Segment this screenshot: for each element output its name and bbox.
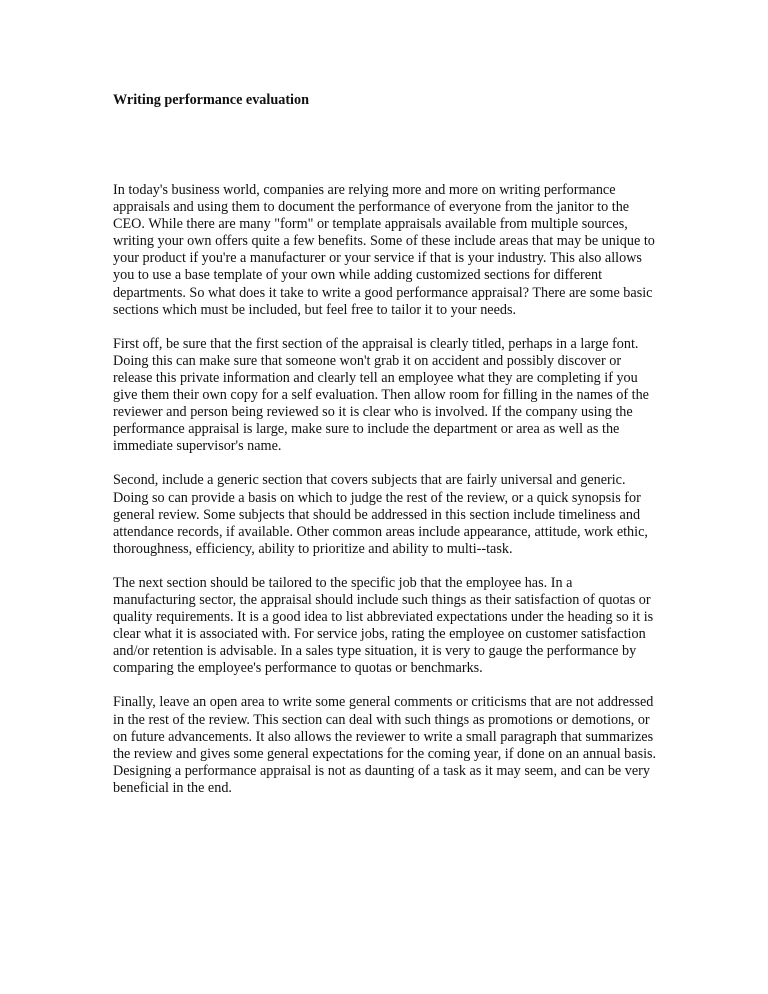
paragraph-intro: In today's business world, companies are relying more and more on writing performance appraisals and using them to document the performance of everyone from the janitor to the CEO. While there are many "form" or template appraisals available from multiple sources, writing your own offers quite a few benefits. Some of these include areas that may be unique to your product if you're a manufacturer or your service if that is your industry. This also allows you to use a base template of your own while adding customized sections for different departments. So what does it take to write a good performance appraisal? There are some basic sections which must be included, but feel free to tailor it to your needs. — [113, 182, 655, 318]
paragraph-comments-section: Finally, leave an open area to write some general comments or criticisms that are not addressed in the rest of the review. This section can deal with such things as promotions or demotions, or on future advancements. It also allows the reviewer to write a small paragraph that summarizes the review and gives some general expectations for the coming year, if done on an annual basis. Designing a performance appraisal is not as daunting of a task as it may seem, and can be very beneficial in the end. — [113, 694, 657, 796]
paragraph-generic-section: Second, include a generic section that covers subjects that are fairly universal and generic. Doing so can provide a basis on which to judge the rest of the review, or a quick synopsis for general review. Some subjects that should be addressed in this section include timeliness and attendance records, if available. Other common areas include appearance, attitude, work ethic, thoroughness, efficiency, ability to prioritize and ability to multi--task. — [113, 472, 648, 557]
document-title: Writing performance evaluation — [113, 92, 309, 108]
document-body — [113, 92, 658, 814]
paragraph-first-section: First off, be sure that the first section of the appraisal is clearly titled, perhaps in a large font. Doing this can make sure that someone won't grab it on accident and possibly discover or release this private information and clearly tell an employee what they are completing if you give them their own copy for a self evaluation. Then allow room for filling in the names of the reviewer and person being reviewed so it is clear who is involved. If the company using the performance appraisal is large, make sure to include the department or area as well as the immediate supervisor's name. — [113, 335, 649, 455]
paragraph-job-section: The next section should be tailored to the specific job that the employee has. In a manufacturing sector, the appraisal should include such things as their satisfaction of quotas or quality requirements. It is a good idea to list abbreviated expectations under the heading so it is clear what it is associated with. For service jobs, rating the employee on customer satisfaction and/or retention is advisable. In a sales type situation, it is very to gauge the performance by comparing the employee's performance to quotas or benchmarks. — [113, 574, 654, 677]
